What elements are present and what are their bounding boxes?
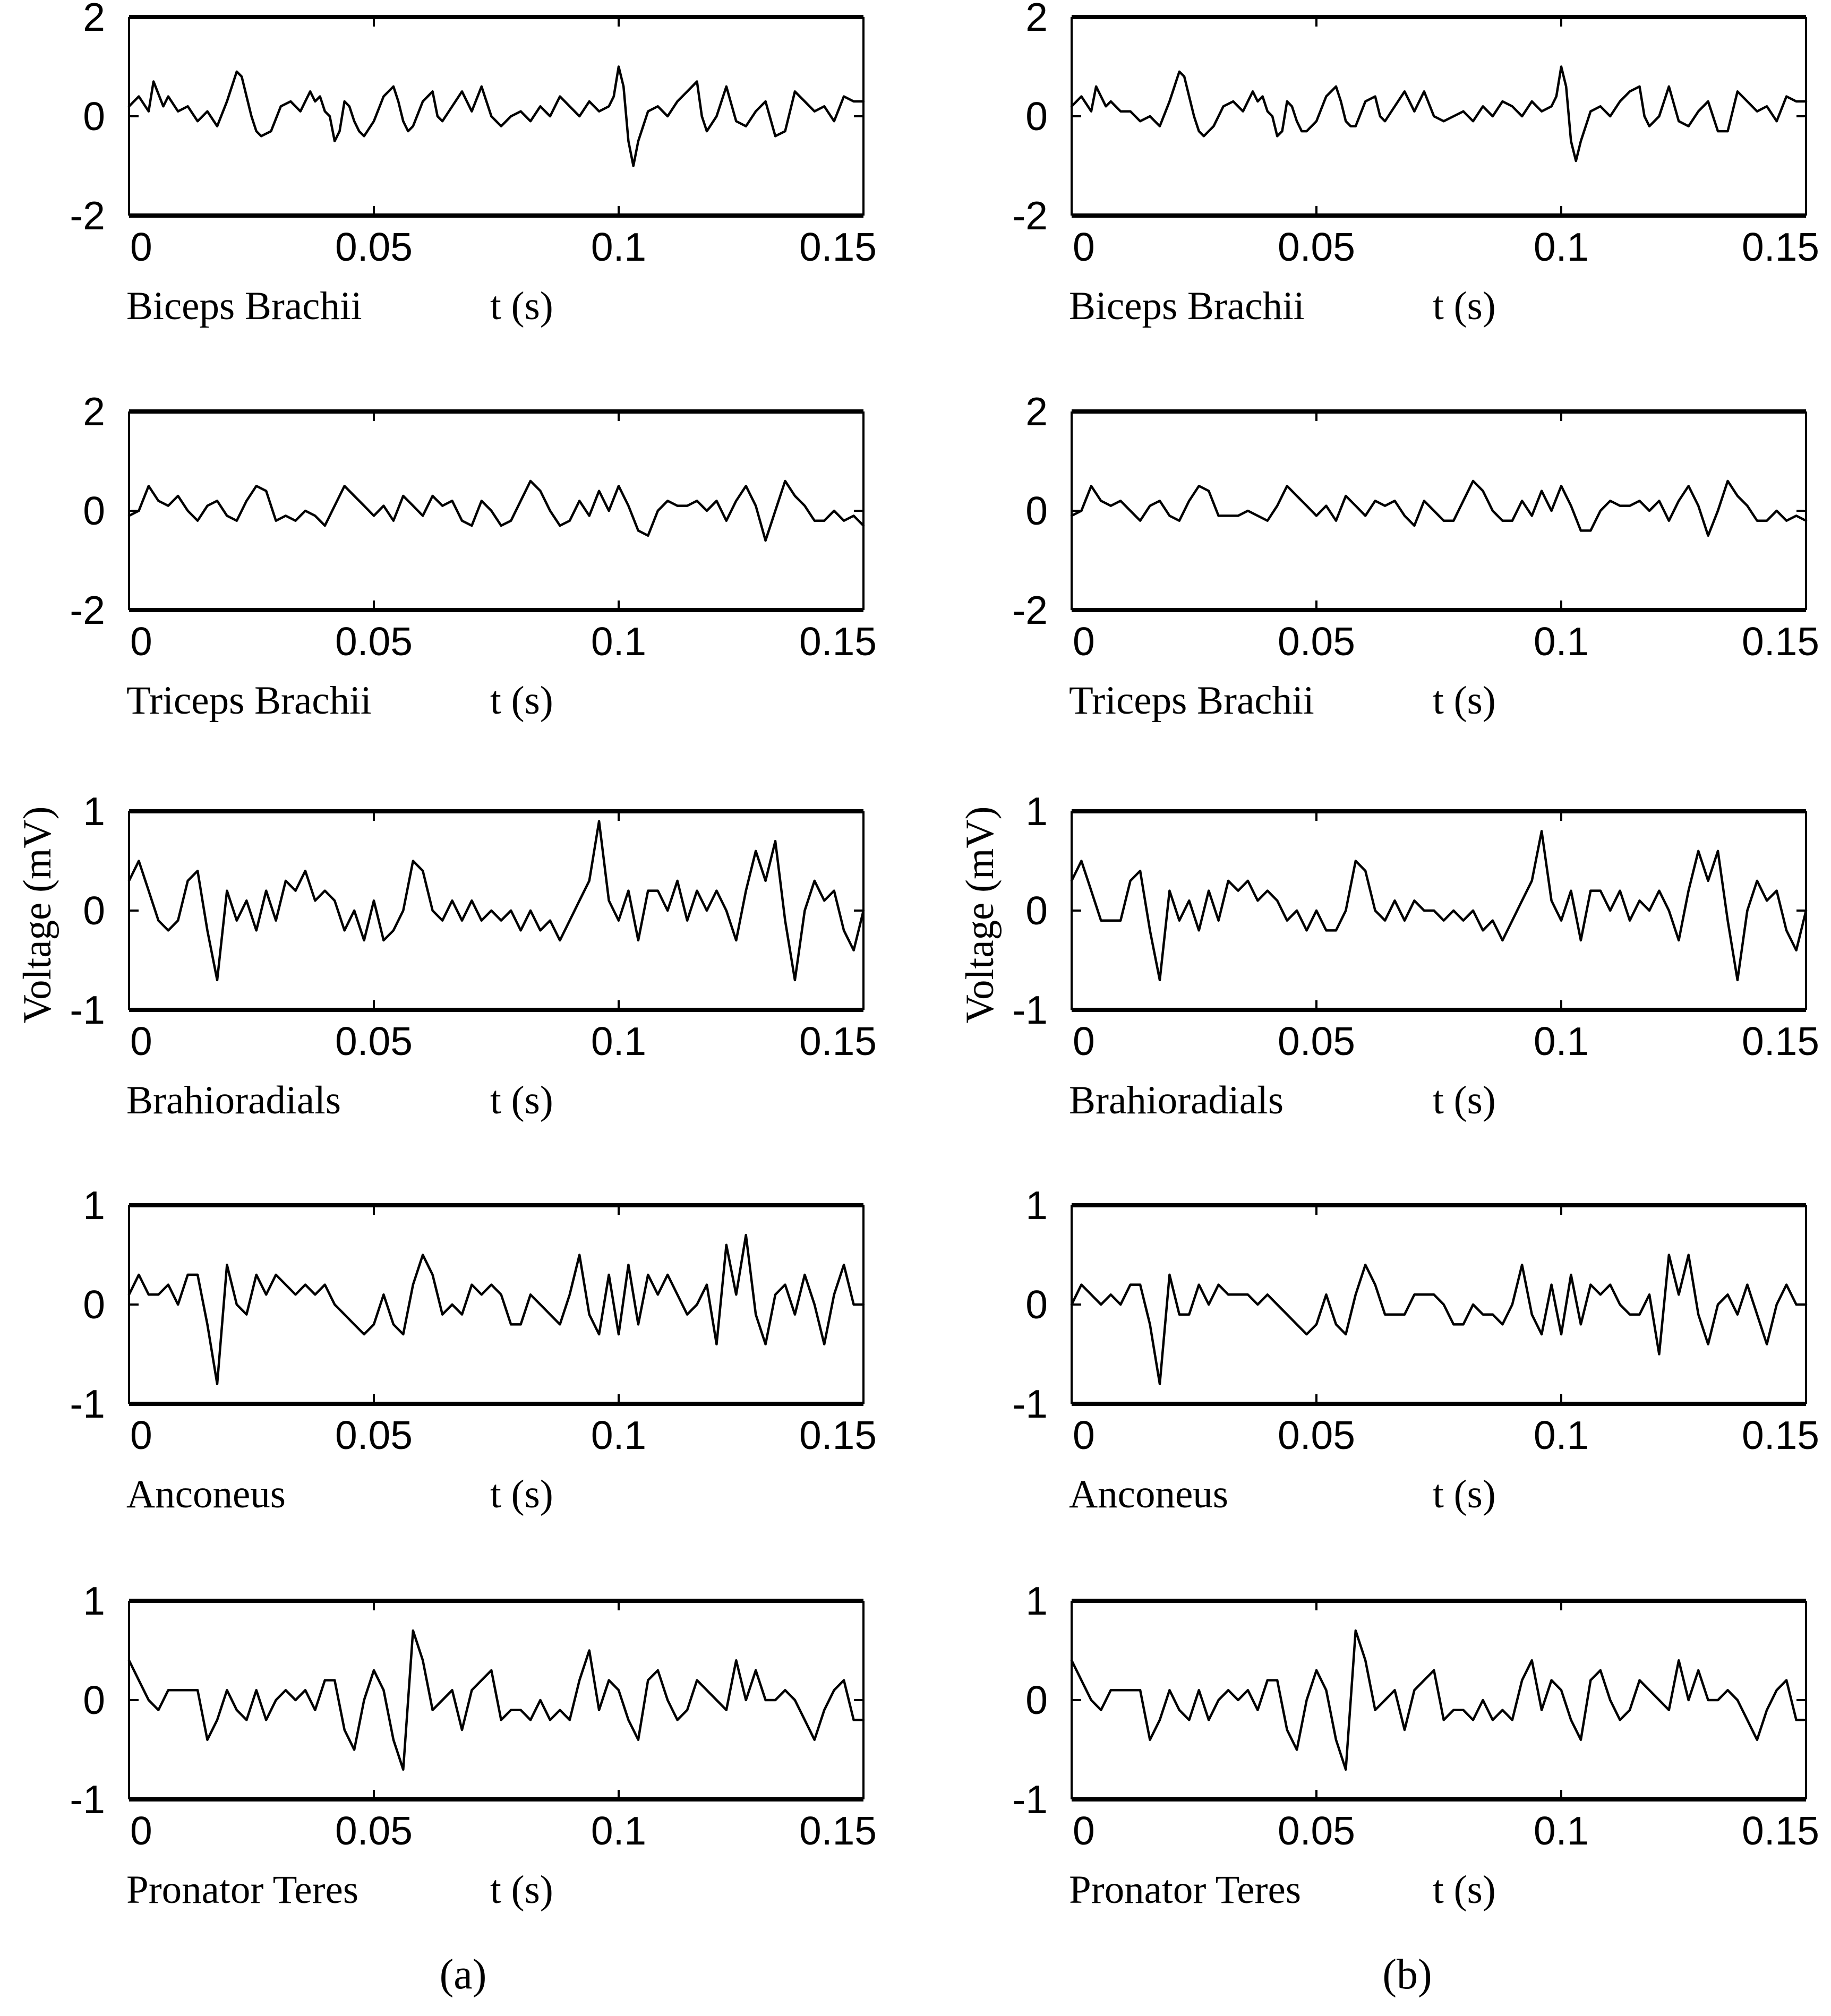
emg-signal-line: [129, 821, 863, 980]
x-tick-label: 0.1: [591, 1019, 647, 1063]
x-axis-label: t (s): [1433, 1078, 1496, 1122]
y-tick-label: 0: [83, 488, 105, 533]
emg-signal-line: [129, 1235, 863, 1384]
x-tick-label: 0.15: [799, 1808, 877, 1853]
x-tick-label: 0: [1073, 619, 1095, 664]
y-tick-label: -1: [1012, 1382, 1048, 1426]
x-tick-label: 0.05: [1278, 1019, 1355, 1063]
emg-signal-line: [129, 1631, 863, 1770]
y-tick-label: 1: [1025, 789, 1048, 834]
y-tick-label: -1: [70, 988, 105, 1032]
x-tick-label: 0.15: [799, 1019, 877, 1063]
y-tick-label: -2: [1012, 588, 1048, 632]
y-tick-label: 0: [83, 1678, 105, 1722]
x-tick-label: 0.15: [1742, 1413, 1819, 1457]
emg-signal-line: [129, 481, 863, 541]
x-tick-label: 0.1: [1533, 1019, 1589, 1063]
x-tick-label: 0.05: [335, 619, 413, 664]
x-axis-label: t (s): [1433, 679, 1496, 723]
x-axis-label: t (s): [1433, 284, 1496, 328]
x-tick-label: 0.1: [591, 1413, 647, 1457]
x-tick-label: 0: [130, 225, 152, 269]
x-axis-label: t (s): [490, 1868, 553, 1912]
x-tick-label: 0.05: [1278, 1808, 1355, 1853]
y-tick-label: 0: [83, 94, 105, 139]
subplot-grid: [70, 0, 1819, 1912]
x-tick-label: 0: [1073, 1413, 1095, 1457]
y-axis-label-panel-a: Voltage (mV): [15, 806, 59, 1024]
x-axis-label: t (s): [1433, 1868, 1496, 1912]
muscle-label: Brahioradials: [1069, 1078, 1284, 1122]
x-tick-label: 0.1: [591, 1808, 647, 1853]
y-tick-label: 0: [1025, 488, 1048, 533]
y-tick-label: 1: [1025, 1183, 1048, 1228]
subplot-b-pronator-teres: [1012, 1579, 1819, 1912]
x-tick-label: 0.1: [591, 619, 647, 664]
x-tick-label: 0: [1073, 1808, 1095, 1853]
muscle-label: Anconeus: [126, 1472, 286, 1516]
y-tick-label: -1: [1012, 1777, 1048, 1822]
x-tick-label: 0.15: [799, 1413, 877, 1457]
y-tick-label: 0: [83, 1282, 105, 1327]
x-tick-label: 0.1: [1533, 619, 1589, 664]
muscle-label: Pronator Teres: [126, 1868, 358, 1912]
x-tick-label: 0: [130, 1808, 152, 1853]
x-tick-label: 0.05: [335, 1019, 413, 1063]
muscle-label: Biceps Brachii: [126, 284, 362, 328]
y-tick-label: 1: [83, 1183, 105, 1228]
y-tick-label: 1: [1025, 1579, 1048, 1623]
y-tick-label: 2: [1025, 0, 1048, 39]
y-tick-label: 0: [83, 888, 105, 933]
x-tick-label: 0.15: [1742, 1019, 1819, 1063]
y-tick-label: 1: [83, 789, 105, 834]
y-tick-label: -2: [70, 193, 105, 238]
x-tick-label: 0.15: [1742, 225, 1819, 269]
muscle-label: Brahioradials: [126, 1078, 341, 1122]
y-tick-label: 2: [83, 389, 105, 434]
muscle-label: Biceps Brachii: [1069, 284, 1305, 328]
subplot-a-brahioradials: [70, 789, 877, 1122]
panel-caption-a: (a): [439, 1951, 487, 1998]
y-tick-label: 0: [1025, 94, 1048, 139]
x-tick-label: 0.05: [335, 1413, 413, 1457]
x-tick-label: 0: [1073, 1019, 1095, 1063]
subplot-b-biceps-brachii: [1012, 0, 1819, 328]
muscle-label: Triceps Brachii: [1069, 679, 1314, 723]
y-tick-label: -1: [1012, 988, 1048, 1032]
y-tick-label: -1: [70, 1777, 105, 1822]
x-tick-label: 0.1: [1533, 1808, 1589, 1853]
x-axis-label: t (s): [490, 679, 553, 723]
y-tick-label: 0: [1025, 1282, 1048, 1327]
x-tick-label: 0.1: [1533, 225, 1589, 269]
subplot-b-triceps-brachii: [1012, 389, 1819, 723]
x-tick-label: 0.05: [1278, 225, 1355, 269]
x-tick-label: 0.15: [799, 225, 877, 269]
x-axis-label: t (s): [490, 1472, 553, 1516]
x-tick-label: 0.15: [799, 619, 877, 664]
emg-signal-line: [1072, 1255, 1806, 1384]
emg-signal-line: [129, 67, 863, 166]
x-tick-label: 0.15: [1742, 619, 1819, 664]
y-tick-label: 0: [1025, 1678, 1048, 1722]
x-tick-label: 0.05: [335, 1808, 413, 1853]
subplot-a-pronator-teres: [70, 1579, 877, 1912]
y-tick-label: -2: [70, 588, 105, 632]
muscle-label: Anconeus: [1069, 1472, 1228, 1516]
x-axis-label: t (s): [1433, 1472, 1496, 1516]
x-tick-label: 0: [130, 1413, 152, 1457]
x-tick-label: 0: [130, 1019, 152, 1063]
subplot-b-brahioradials: [1012, 789, 1819, 1122]
emg-signal-line: [1072, 831, 1806, 980]
x-tick-label: 0.1: [1533, 1413, 1589, 1457]
subplot-b-anconeus: [1012, 1183, 1819, 1516]
subplot-a-biceps-brachii: [70, 0, 877, 328]
x-tick-label: 0.05: [1278, 619, 1355, 664]
panel-caption-b: (b): [1382, 1951, 1432, 1998]
muscle-label: Triceps Brachii: [126, 679, 372, 723]
x-tick-label: 0: [130, 619, 152, 664]
y-tick-label: 2: [1025, 389, 1048, 434]
x-tick-label: 0.05: [335, 225, 413, 269]
emg-signal-line: [1072, 1631, 1806, 1770]
x-tick-label: 0.1: [591, 225, 647, 269]
y-tick-label: 2: [83, 0, 105, 39]
subplot-a-triceps-brachii: [70, 389, 877, 723]
x-tick-label: 0.15: [1742, 1808, 1819, 1853]
x-axis-label: t (s): [490, 1078, 553, 1122]
x-tick-label: 0: [1073, 225, 1095, 269]
x-tick-label: 0.05: [1278, 1413, 1355, 1457]
muscle-label: Pronator Teres: [1069, 1868, 1301, 1912]
y-tick-label: 1: [83, 1579, 105, 1623]
emg-signal-line: [1072, 67, 1806, 161]
y-tick-label: -1: [70, 1382, 105, 1426]
x-axis-label: t (s): [490, 284, 553, 328]
subplot-a-anconeus: [70, 1183, 877, 1516]
y-tick-label: 0: [1025, 888, 1048, 933]
y-tick-label: -2: [1012, 193, 1048, 238]
y-axis-label-panel-b: Voltage (mV): [958, 806, 1002, 1024]
emg-signal-line: [1072, 481, 1806, 536]
